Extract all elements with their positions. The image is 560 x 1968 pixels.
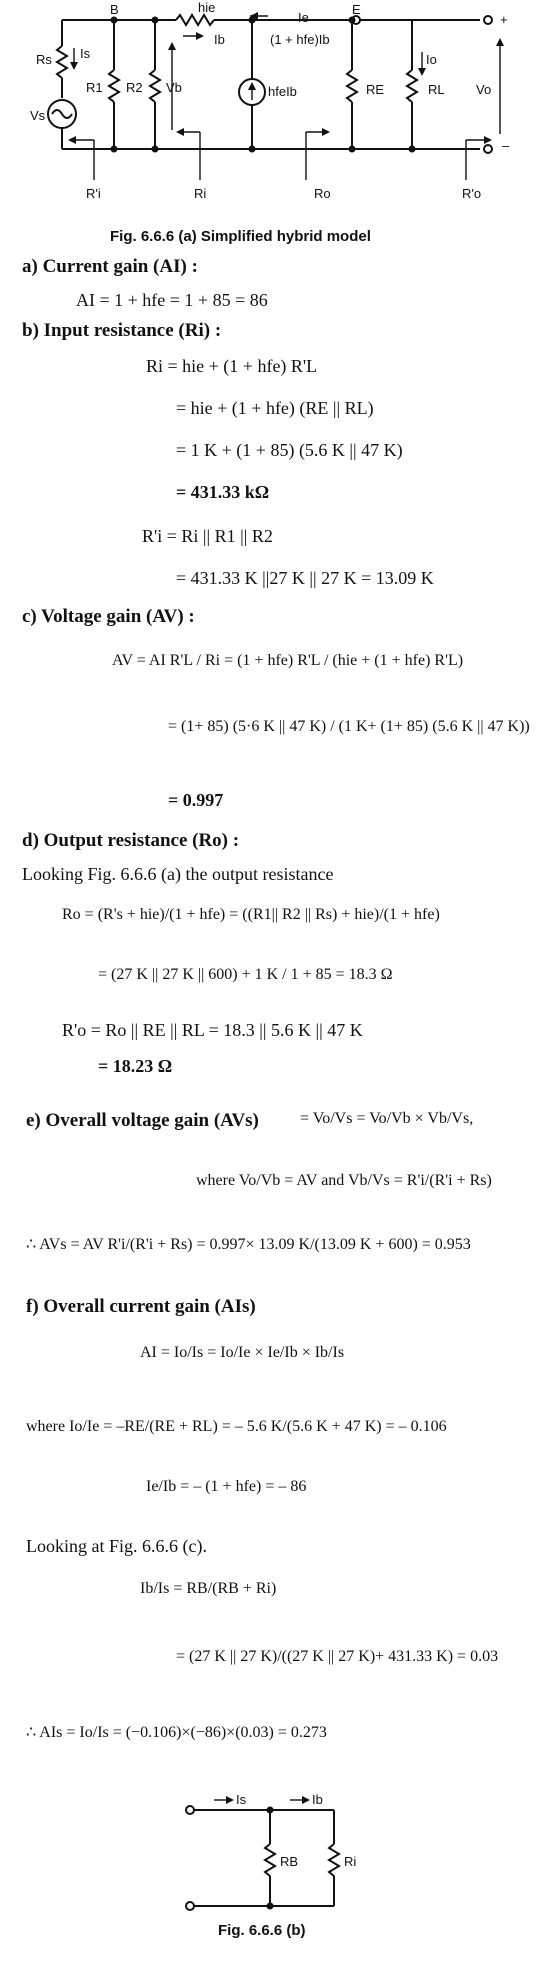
eq-ro-prime-1: R'o = Ro || RE || RL = 18.3 || 5.6 K || 47 K bbox=[62, 1020, 363, 1040]
vb-label: Vb bbox=[166, 80, 182, 95]
ri-prime-label: R'i bbox=[86, 186, 101, 201]
heading-voltage-gain: c) Voltage gain (AV) : bbox=[22, 606, 195, 627]
ri-label: Ri bbox=[194, 186, 207, 201]
eq-ais-result: ∴ AIs = Io/Is = (−0.106)×(−86)×(0.03) = 0.273 bbox=[26, 1724, 327, 1741]
is-label: Is bbox=[80, 46, 91, 61]
ro-label: Ro bbox=[314, 186, 331, 201]
heading-input-resistance: b) Input resistance (Ri) : bbox=[22, 320, 222, 341]
figure-a-caption: Fig. 6.6.6 (a) Simplified hybrid model bbox=[110, 228, 371, 245]
hie-label: hie bbox=[198, 0, 216, 15]
eq-ais-1: AI = Io/Is = Io/Ie × Ie/Ib × Ib/Is bbox=[140, 1344, 345, 1361]
output-resistance-intro: Looking Fig. 6.6.6 (a) the output resistance bbox=[22, 864, 334, 884]
r1-label: R1 bbox=[86, 80, 103, 95]
plus-label: + bbox=[500, 12, 508, 27]
eq-ri-prime-2: = 431.33 K ||27 K || 27 K = 13.09 K bbox=[176, 568, 434, 588]
heading-current-gain: a) Current gain (AI) : bbox=[22, 256, 198, 277]
ib-label: Ib bbox=[214, 32, 225, 47]
eq-current-gain: AI = 1 + hfe = 1 + 85 = 86 bbox=[76, 290, 268, 310]
eq-av-result: = 0.997 bbox=[168, 790, 224, 810]
fig-b-ib-label: Ib bbox=[312, 1792, 323, 1807]
rs-label: Rs bbox=[36, 52, 52, 67]
eq-ais-3: Ie/Ib = – (1 + hfe) = – 86 bbox=[146, 1478, 307, 1495]
eq-ri-result: = 431.33 kΩ bbox=[176, 482, 270, 502]
hfeib-label: hfeIb bbox=[268, 84, 297, 99]
heading-overall-voltage-gain: e) Overall voltage gain (AVs) bbox=[26, 1110, 259, 1131]
ib-scaled-label: (1 + hfe)Ib bbox=[270, 32, 330, 47]
figure-b-circuit bbox=[0, 1782, 560, 1942]
eq-avs-3: ∴ AVs = AV R'i/(R'i + Rs) = 0.997× 13.09 K/(13.09 K + 600) = 0.953 bbox=[26, 1236, 471, 1253]
fig-b-rb-label: RB bbox=[280, 1854, 299, 1869]
eq-ib-is-2: = (27 K || 27 K)/((27 K || 27 K)+ 431.33 K) = 0.03 bbox=[176, 1648, 499, 1665]
r2-label: R2 bbox=[126, 80, 143, 95]
looking-at-fig: Looking at Fig. 6.6.6 (c). bbox=[26, 1536, 207, 1556]
eq-ro-1: Ro = (R's + hie)/(1 + hfe) = ((R1|| R2 || Rs) + hie)/(1 + hfe) bbox=[62, 906, 440, 923]
figure-a-circuit bbox=[0, 0, 560, 230]
eq-ri-1: Ri = hie + (1 + hfe) R'L bbox=[146, 356, 318, 376]
fig-b-ri-label: Ri bbox=[344, 1854, 357, 1869]
eq-avs-1: = Vo/Vs = Vo/Vb × Vb/Vs, bbox=[300, 1110, 474, 1127]
eq-av-1: AV = AI R'L / Ri = (1 + hfe) R'L / (hie + (1 + hfe) R'L) bbox=[112, 652, 464, 669]
eq-ro-prime-result: = 18.23 Ω bbox=[98, 1056, 173, 1076]
node-e-label: E bbox=[352, 2, 361, 17]
eq-ri-2: = hie + (1 + hfe) (RE || RL) bbox=[176, 398, 374, 418]
eq-ri-prime-1: R'i = Ri || R1 || R2 bbox=[142, 526, 273, 546]
eq-ib-is-1: Ib/Is = RB/(RB + Ri) bbox=[140, 1580, 277, 1597]
eq-ais-2: where Io/Ie = –RE/(RE + RL) = – 5.6 K/(5.6 K + 47 K) = – 0.106 bbox=[26, 1418, 447, 1435]
re-label: RE bbox=[366, 82, 385, 97]
eq-ro-2: = (27 K || 27 K || 600) + 1 K / 1 + 85 = 18.3 Ω bbox=[98, 966, 393, 983]
ie-label: Ie bbox=[298, 10, 309, 25]
minus-label: – bbox=[502, 138, 510, 153]
eq-av-2: = (1+ 85) (5·6 K || 47 K) / (1 K+ (1+ 85) (5.6 K || 47 K)) bbox=[168, 718, 530, 735]
ro-prime-label: R'o bbox=[462, 186, 482, 201]
figure-b-caption: Fig. 6.6.6 (b) bbox=[218, 1922, 306, 1939]
heading-overall-current-gain: f) Overall current gain (AIs) bbox=[26, 1296, 256, 1317]
rl-label: RL bbox=[428, 82, 445, 97]
vs-label: Vs bbox=[30, 108, 46, 123]
vo-label: Vo bbox=[476, 82, 492, 97]
heading-output-resistance: d) Output resistance (Ro) : bbox=[22, 830, 240, 851]
eq-avs-2: where Vo/Vb = AV and Vb/Vs = R'i/(R'i + Rs) bbox=[196, 1172, 492, 1189]
fig-b-is-label: Is bbox=[236, 1792, 247, 1807]
node-b-label: B bbox=[110, 2, 119, 17]
eq-ri-3: = 1 K + (1 + 85) (5.6 K || 47 K) bbox=[176, 440, 403, 460]
io-label: Io bbox=[426, 52, 437, 67]
